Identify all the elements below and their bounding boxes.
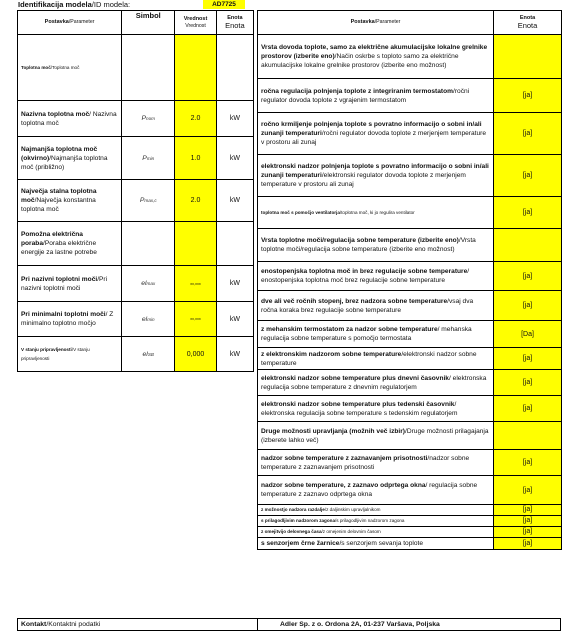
control-option-cell [258,505,494,516]
control-option-translation: /Način oskrbe s toploto samo za električne akumulacijske lokalne grelnike prostorov (izberite eno možnost) [261,53,459,69]
control-option-translation: /toplotna moč, ki jo regulira ventilator [339,209,415,215]
answer-cell [494,422,562,450]
parameter-cell [18,266,122,302]
control-option-translation: /s prilagodljivim nadzorom zagona [335,518,405,523]
control-option-name: Vrsta dovoda toplote, samo za električne akumulacijske lokalne grelnike prostorov (izberite eno) [261,44,488,60]
control-option-translation: /Vrsta toplotne moči/regulacija sobne temperature (izberite eno možnost) [261,237,476,253]
answer-cell: [ja] [494,79,562,113]
parameter-name: Toplotna moč [21,65,51,70]
left-table-row [18,35,254,101]
parameter-translation: / Z minimalno toplotno močjo [21,311,114,327]
contact-row [17,618,561,631]
symbol-subscript: max [146,281,156,286]
control-option-translation: /elektronski regulator dovoda toplote z merjenjem temperature v prostoru ali zunaj [261,172,466,188]
parameter-name: Pri nazivni toplotni moči [21,275,98,283]
right-table-row [258,197,562,229]
contact-label: Kontakt/Kontaktni podatki [21,621,101,628]
control-option-translation: /Druge možnosti prilagajanja (izberete lahko več) [261,427,489,444]
value-cell [175,35,216,101]
answer-cell: [ja] [494,538,562,550]
control-option-translation: / mehanska regulacija sobne temperature s pomočjo termostata [261,326,472,342]
control-option-translation: / elektronska regulacija sobne temperature s tedenskim regulatorjem [261,400,458,417]
symbol-cell [122,222,175,266]
parameter-translation: / Nazivna toplotna moč [21,110,117,127]
symbol-cell [122,101,175,137]
right-table-row [258,262,562,291]
value-cell: 1.0 [175,137,216,180]
unit-cell: kW [216,302,253,337]
control-option-translation: /nadzor sobne temperature z zaznavanjem prisotnosti [261,454,470,471]
symbol-subscript: nom [146,116,155,121]
symbol-cell [122,302,175,337]
control-option-name: nadzor sobne temperature, z zaznavo odprtega okna [261,482,426,489]
value-cell: xx,xxx [175,302,216,337]
control-option-name: ročno krmiljenje polnjenja toplote s povratno informacijo o sobni in/ali zunanji temperaturi [261,121,482,137]
symbol-subscript: min [147,316,155,322]
control-option-name: Vrsta toplotne moči/regulacija sobne temperature (izberite eno) [261,237,459,244]
unit-cell [216,222,253,266]
control-option-translation: /s senzorjem sevanja toplote [339,540,424,547]
model-id-value: AD7725 [203,0,245,9]
symbol-subscript: min [146,155,155,161]
control-option-translation: /vsaj dva ročna koraka brez regulacije sobne temperature [261,297,474,314]
control-option-name: ročna regulacija polnjenja toplote z integriranim termostatom [261,87,453,95]
left-table-row [18,337,254,372]
symbol-cell [122,35,175,101]
parameter-name: Pri minimalni toplotni moči [21,311,106,318]
left-table-row [18,180,254,222]
right-table-row [258,113,562,155]
parameter-cell [18,180,122,222]
unit-header: Enota Enota [216,11,253,35]
value-cell: 2.0 [175,101,216,137]
left-table-header-row [18,11,254,35]
answer-cell [494,229,562,262]
parameter-cell [18,137,122,180]
control-option-translation: /elektronski nadzor sobne temperature [261,350,477,367]
right-unit-header: Enota Enota [494,11,562,35]
right-table-row [258,505,562,516]
unit-cell: kW [216,266,253,302]
control-option-cell [258,262,494,291]
right-table-row [258,229,562,262]
symbol-main: P [139,197,145,204]
model-identification-label: Identifikacija modela/ID modela: [18,0,131,9]
control-option-name: enostopenjska toplotna moč in brez regulacije sobne temperature [261,268,468,275]
control-option-name: nadzor sobne temperature z zaznavanjem prisotnosti [261,454,428,462]
parameter-name: Najmanjša toplotna moč (okvirno) [21,145,98,162]
answer-cell: [ja] [494,450,562,476]
control-option-name: Druge možnosti upravljanja (možnih več izbir) [261,427,405,435]
control-option-cell [258,155,494,197]
parameter-cell [18,101,122,137]
control-option-cell [258,113,494,155]
control-option-name: z mehanskim termostatom za nadzor sobne temperature [261,326,438,333]
parameter-name: Nazivna toplotna moč [21,110,90,118]
control-option-cell [258,197,494,229]
answer-cell: [ja] [494,291,562,321]
value-cell [175,222,216,266]
right-table-row [258,516,562,527]
control-option-cell [258,35,494,79]
parameter-cell [18,35,122,101]
control-option-translation: / elektronska regulacija sobne temperature z dnevnim regulatorjem [261,374,487,391]
control-option-cell [258,79,494,113]
left-table-row [18,137,254,180]
control-option-name: z možnostjo nadzora razdalje [261,507,325,512]
contact-divider [257,619,258,630]
unit-cell: kW [216,101,253,137]
control-option-cell [258,321,494,348]
symbol-subscript: SB [147,351,154,357]
control-option-cell [258,229,494,262]
right-table-row [258,155,562,197]
control-option-name: z omejitvijo delovnega časa [261,529,322,534]
parameter-translation: /Pri nazivni toplotni moči [21,275,108,292]
control-option-translation: /ročni regulator dovoda toplote z merjenjem temperature v prostoru ali zunaj [261,130,487,146]
answer-cell: [ja] [494,113,562,155]
control-option-name: dve ali več ročnih stopenj, brez nadzora sobne temperature [261,297,448,305]
symbol-main: el [141,315,148,323]
answer-cell: [ja] [494,197,562,229]
answer-cell: [ja] [494,370,562,396]
right-table-row [258,527,562,538]
symbol-main: el [141,280,147,287]
control-option-cell [258,422,494,450]
control-option-name: s prilagodljivim nadzorom zagona [261,518,336,523]
right-table-row [258,422,562,450]
symbol-cell [122,137,175,180]
control-option-cell [258,476,494,505]
control-option-translation: /z omejenim delovnim časom [321,529,381,534]
control-option-name: elektronski nadzor polnjenja toplote s povratno informacijo o sobni in/ali zunanji temperaturi [261,163,489,179]
left-table-row [18,266,254,302]
symbol-subscript: max,c [144,198,157,203]
unit-cell [216,35,253,101]
symbol-header: Simbol [122,11,175,35]
parameter-translation: /Najmanjša toplotna moč (približno) [21,154,108,171]
answer-cell: [ja] [494,396,562,422]
answer-cell: [ja] [494,516,562,527]
unit-cell: kW [216,337,253,372]
control-option-translation: /z daljinskim upravljalnikom [324,507,381,512]
parameter-translation: /V stanju pripravljenosti [21,347,90,361]
value-cell: xx,xxx [175,266,216,302]
right-table-row [258,396,562,422]
parameter-translation: /Poraba električne energije za lastne potrebe [21,240,97,256]
parameter-name: V stanju pripravljenosti [21,347,72,352]
control-option-cell [258,370,494,396]
answer-cell: [ja] [494,348,562,370]
parameter-translation: /Toplotna moč [50,65,80,70]
answer-cell: [ja] [494,505,562,516]
right-table-row [258,291,562,321]
param-header: Postavka/Parameter [18,11,122,35]
answer-cell: [ja] [494,527,562,538]
answer-cell: [ja] [494,155,562,197]
answer-cell: [ja] [494,262,562,291]
right-param-header: Postavka/Parameter [258,11,494,35]
symbol-main: P [142,154,147,162]
left-table-body [18,35,254,372]
right-table-row [258,538,562,550]
control-option-name: elektronski nadzor sobne temperature plus tedenski časovnik [261,400,455,408]
answer-cell: [Da] [494,321,562,348]
right-table-row [258,450,562,476]
right-table-header-row [258,11,562,35]
heat-control-table [257,10,562,550]
right-table-body [258,35,562,550]
symbol-cell [122,180,175,222]
control-option-cell [258,348,494,370]
control-option-cell [258,450,494,476]
parameter-cell [18,222,122,266]
left-table-row [18,222,254,266]
control-option-cell [258,396,494,422]
value-header: Vrednost Vrednost [175,11,216,35]
contact-address: Adler Sp. z o. Ordona 2A, 01-237 Varšava, Poljska [280,621,440,628]
control-option-name: s senzorjem črne žarnice [261,540,340,547]
parameter-name: Pomožna električna poraba [21,231,83,247]
parameter-name: Največja stalna toplotna moč [21,188,97,204]
right-table-row [258,79,562,113]
control-option-cell [258,527,494,538]
symbol-main: P [141,115,147,122]
value-cell: 0,000 [175,337,216,372]
control-option-cell [258,516,494,527]
value-cell: 2.0 [175,180,216,222]
control-option-cell [258,538,494,550]
symbol-cell [122,266,175,302]
right-table-row [258,348,562,370]
unit-cell: kW [216,137,253,180]
control-option-name: z elektronskim nadzorom sobne temperature [261,350,402,358]
heat-output-table [17,10,254,372]
control-option-translation: /ročni regulator dovoda toplote z vgrajenim termostatom [261,87,470,104]
right-table-row [258,370,562,396]
symbol-cell [122,337,175,372]
parameter-translation: /Največja konstantna toplotna moč [21,197,96,213]
control-option-name: toplotna moč s pomočjo ventilatorja [261,209,340,215]
right-table-row [258,321,562,348]
left-table-row [18,302,254,337]
answer-cell: [ja] [494,476,562,505]
control-option-name: elektronski nadzor sobne temperature plus dnevni časovnik [261,374,449,382]
control-option-translation: / regulacija sobne temperature z zaznavo odprtega okna [261,482,478,498]
parameter-cell [18,302,122,337]
answer-cell [494,35,562,79]
control-option-cell [258,291,494,321]
unit-cell: kW [216,180,253,222]
symbol-main: el [142,350,148,358]
right-table-row [258,476,562,505]
parameter-cell [18,337,122,372]
left-table-row [18,101,254,137]
control-option-translation: / enostopenjska toplotna moč brez regulacije sobne temperature [261,268,470,284]
right-table-row [258,35,562,79]
